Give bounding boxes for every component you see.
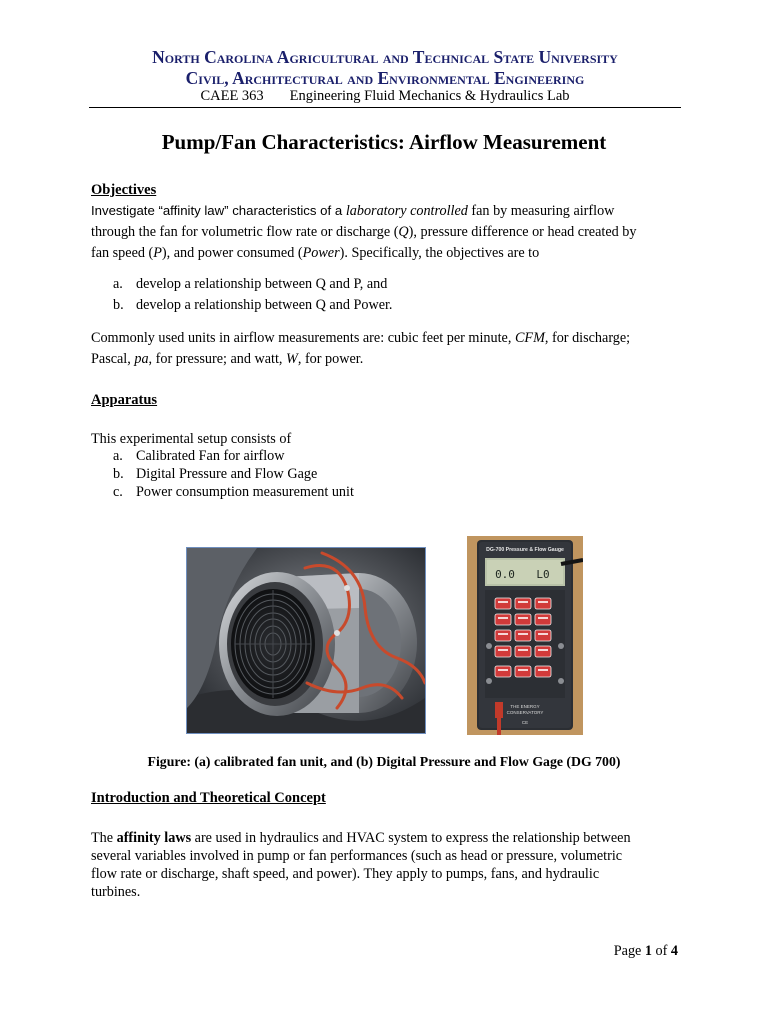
apparatus-intro: This experimental setup consists of xyxy=(91,431,292,447)
department-name: Civil, Architectural and Environmental Engineering xyxy=(185,68,585,88)
gauge-ce-mark: CE xyxy=(521,720,529,725)
apparatus-item-b: b. Digital Pressure and Flow Gage xyxy=(113,466,318,482)
objectives-line-3: fan speed (P), and power consumed (Power). Specifically, the objectives are to xyxy=(91,245,540,261)
gauge-key-glyph xyxy=(518,633,528,635)
gauge-key-photo xyxy=(515,614,531,625)
gauge-key-photo xyxy=(535,646,551,657)
gauge-key-glyph xyxy=(498,617,508,619)
gauge-key-photo xyxy=(515,630,531,641)
gauge-key-glyph xyxy=(518,669,528,671)
gauge-key-glyph xyxy=(518,617,528,619)
units-paragraph xyxy=(91,328,681,370)
gauge-key-glyph xyxy=(518,601,528,603)
intro-heading: Introduction and Theoretical Concept xyxy=(91,790,326,806)
gauge-key-photo xyxy=(495,646,511,657)
gauge-key-photo xyxy=(535,630,551,641)
course-line xyxy=(90,88,680,105)
units-line-1: Commonly used units in airflow measurements are: cubic feet per minute, CFM, for discharge; xyxy=(91,330,631,346)
gauge-key-glyph xyxy=(518,649,528,651)
intro-line-4: turbines. xyxy=(91,884,141,900)
apparatus-item-c: c. Power consumption measurement unit xyxy=(113,484,354,500)
header-rule xyxy=(89,107,681,108)
intro-line-3: flow rate or discharge, shaft speed, and power). They apply to pumps, fans, and hydraulic xyxy=(91,866,600,882)
course-code: CAEE 363 xyxy=(200,88,264,104)
apparatus-item-a: a. Calibrated Fan for airflow xyxy=(113,448,285,464)
gauge-key-photo xyxy=(495,614,511,625)
gauge-display-left: 0.0 xyxy=(495,568,515,581)
figure-caption: Figure: (a) calibrated fan unit, and (b) Digital Pressure and Flow Gage (DG 700) xyxy=(147,754,621,769)
gauge-key-glyph xyxy=(498,633,508,635)
gauge-key-photo xyxy=(495,630,511,641)
gauge-key-glyph xyxy=(538,617,548,619)
gauge-key-photo xyxy=(535,614,551,625)
objectives-paragraph xyxy=(91,200,681,264)
intro-line-1: The affinity laws are used in hydraulics and HVAC system to express the relationship between xyxy=(91,830,631,846)
intro-paragraph xyxy=(91,829,681,901)
gauge-key-glyph xyxy=(498,649,508,651)
gauge-display-right: L0 xyxy=(536,568,550,581)
gauge-key-photo xyxy=(535,598,551,609)
units-line-2: Pascal, pa, for pressure; and watt, W, for power. xyxy=(91,351,364,367)
objective-item-a: a. develop a relationship between Q and P, and xyxy=(113,276,388,292)
gauge-key-glyph xyxy=(538,669,548,671)
course-title: Engineering Fluid Mechanics & Hydraulics Lab xyxy=(289,88,570,104)
gauge-key-glyph xyxy=(538,601,548,603)
gauge-brand-top: THE ENERGY xyxy=(510,704,540,709)
gauge-key-glyph xyxy=(498,601,508,603)
objectives-line-1: Investigate “affinity law” characteristics of a laboratory controlled fan by measuring airflow xyxy=(91,203,615,219)
gauge-key-glyph xyxy=(538,633,548,635)
document-title: Pump/Fan Characteristics: Airflow Measurement xyxy=(161,130,607,154)
gauge-key-photo xyxy=(515,598,531,609)
gauge-brand-bottom: CONSERVATORY xyxy=(506,710,544,715)
fan-unit-photo xyxy=(186,547,426,734)
gauge-label: DG-700 Pressure & Flow Gauge xyxy=(486,547,564,553)
apparatus-heading: Apparatus xyxy=(91,392,158,408)
objectives-line-2: through the fan for volumetric flow rate or discharge (Q), pressure difference or head created by xyxy=(91,224,637,240)
page-number: Page 1 of 4 xyxy=(613,943,678,959)
flow-gauge-photo xyxy=(467,536,583,735)
intro-line-2: several variables involved in pump or fan performances (such as head or pressure, volumetric xyxy=(91,848,623,864)
gauge-key-photo xyxy=(495,666,511,677)
gauge-key-photo xyxy=(535,666,551,677)
gauge-key-photo xyxy=(495,598,511,609)
gauge-key-photo xyxy=(515,666,531,677)
objective-item-b: b. develop a relationship between Q and Power. xyxy=(113,297,393,313)
gauge-key-glyph xyxy=(498,669,508,671)
gauge-key-glyph xyxy=(538,649,548,651)
university-name: North Carolina Agricultural and Technical State University xyxy=(152,47,618,67)
gauge-key-photo xyxy=(515,646,531,657)
objectives-heading: Objectives xyxy=(91,182,157,198)
